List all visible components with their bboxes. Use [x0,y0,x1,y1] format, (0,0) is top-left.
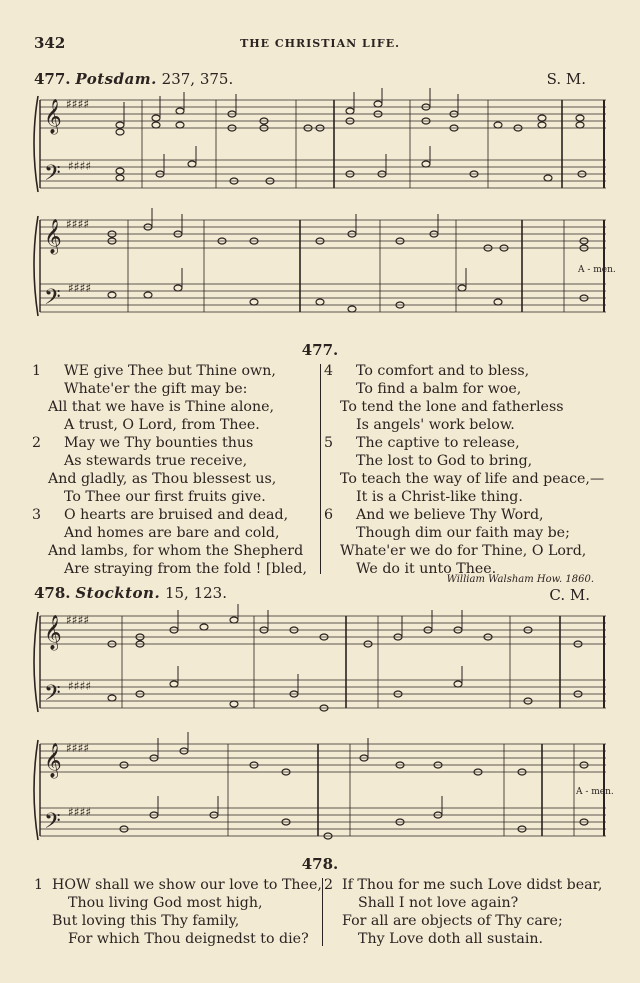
verse-1 [34,876,322,948]
svg-text:𝄢: 𝄢 [44,161,61,191]
tune-heading-478 [34,584,227,602]
verse-number: 1 [34,877,44,893]
note-stems [158,604,462,815]
hymn-number-478: 478. [301,855,339,873]
svg-text:♯♯♯♯: ♯♯♯♯ [68,805,92,819]
tune-refs: 237, 375. [161,70,234,88]
svg-text:♯♯♯♯: ♯♯♯♯ [66,741,90,755]
verse-line: Are straying from the fold ! [bled, [64,561,307,577]
verse-4 [324,362,626,434]
verse-2 [324,876,632,948]
note-heads [108,101,588,312]
author-credit: William Walsham How. 1860. [446,574,594,585]
tune-number: 477. [34,70,71,88]
verses-left-477 [32,362,322,578]
verses-right-478 [324,876,632,948]
svg-text:♯♯♯♯: ♯♯♯♯ [66,97,90,111]
hymn-number-477: 477. [301,341,339,359]
tune-heading-477 [34,70,233,88]
verse-line: If Thou for me such Love didst bear, [342,877,603,893]
verse-number: 5 [324,435,334,451]
svg-text:𝄞: 𝄞 [44,743,62,778]
amen-label: A - men. [578,265,616,275]
verse-line: As stewards true receive, [64,453,248,469]
verse-number: 3 [32,507,42,523]
verse-line: May we Thy bounties thus [64,435,254,451]
tune-name: Stockton. [75,584,161,602]
verse-2 [32,434,322,506]
music-score-477 [28,88,616,338]
verse-line: We do it unto Thee. [356,561,497,577]
verse-number: 2 [32,435,42,451]
verse-line: And gladly, as Thou blessest us, [48,471,277,487]
verse-line: And lambs, for whom the Shepherd [48,543,304,559]
svg-text:𝄢: 𝄢 [44,809,61,839]
tune-meter-478: C. M. [549,586,590,604]
svg-text:𝄞: 𝄞 [44,99,62,134]
verse-line: It is a Christ-like thing. [356,489,523,505]
verse-line: Thy Love doth all sustain. [358,931,544,947]
svg-text:𝄢: 𝄢 [44,285,61,315]
verse-line: To comfort and to bless, [356,363,530,379]
column-divider [322,878,323,946]
running-title: THE CHRISTIAN LIFE. [240,37,400,50]
verse-line: Whate'er the gift may be: [64,381,248,397]
verse-line: The lost to God to bring, [356,453,533,469]
staff-lines [40,100,606,312]
verse-line: Shall I not love again? [358,895,519,911]
verse-line: Whate'er we do for Thine, O Lord, [340,543,587,559]
verse-line: Is angels' work below. [356,417,515,433]
verse-line: For which Thou deignedst to die? [68,931,309,947]
svg-text:𝄞: 𝄞 [44,615,62,650]
svg-text:♯♯♯♯: ♯♯♯♯ [66,217,90,231]
staff-lines [40,616,606,836]
svg-text:♯♯♯♯: ♯♯♯♯ [68,159,92,173]
verse-5 [324,434,626,506]
verse-line: Thou living God most high, [68,895,263,911]
amen-label: A - men. [576,787,614,797]
verse-line: WE give Thee but Thine own, [64,363,276,379]
verse-number: 2 [324,877,334,893]
verse-line: For all are objects of Thy care; [342,913,563,929]
verse-line: To Thee our first fruits give. [64,489,266,505]
verse-line: To tend the lone and fatherless [340,399,564,415]
verse-number: 4 [324,363,334,379]
tune-name: Potsdam. [75,70,157,88]
verse-line: A trust, O Lord, from Thee. [64,417,260,433]
verse-6 [324,506,626,578]
tune-refs: 15, 123. [164,584,227,602]
verse-number: 6 [324,507,334,523]
tune-number: 478. [34,584,71,602]
svg-text:♯♯♯♯: ♯♯♯♯ [68,679,92,693]
svg-text:𝄢: 𝄢 [44,681,61,711]
verse-line: To find a balm for woe, [356,381,522,397]
svg-text:♯♯♯♯: ♯♯♯♯ [68,281,92,295]
verse-3 [32,506,322,578]
verse-line: All that we have is Thine alone, [48,399,274,415]
verse-number: 1 [32,363,42,379]
page-number: 342 [34,34,66,52]
verse-line: Though dim our faith may be; [356,525,570,541]
verse-line: And homes are bare and cold, [64,525,280,541]
verse-line: The captive to release, [356,435,520,451]
verse-line: O hearts are bruised and dead, [64,507,289,523]
verse-line: But loving this Thy family, [52,913,240,929]
verse-line: HOW shall we show our love to Thee, [52,877,322,893]
verse-line: To teach the way of life and peace,— [340,471,605,487]
svg-text:𝄞: 𝄞 [44,219,62,254]
tune-meter-477: S. M. [546,70,586,88]
svg-text:♯♯♯♯: ♯♯♯♯ [66,613,90,627]
verse-line: And we believe Thy Word, [356,507,544,523]
verses-left-478 [34,876,322,948]
note-heads [108,617,588,839]
music-score-478 [28,604,612,852]
verses-right-477 [324,362,626,578]
column-divider [320,364,321,574]
verse-1 [32,362,322,434]
